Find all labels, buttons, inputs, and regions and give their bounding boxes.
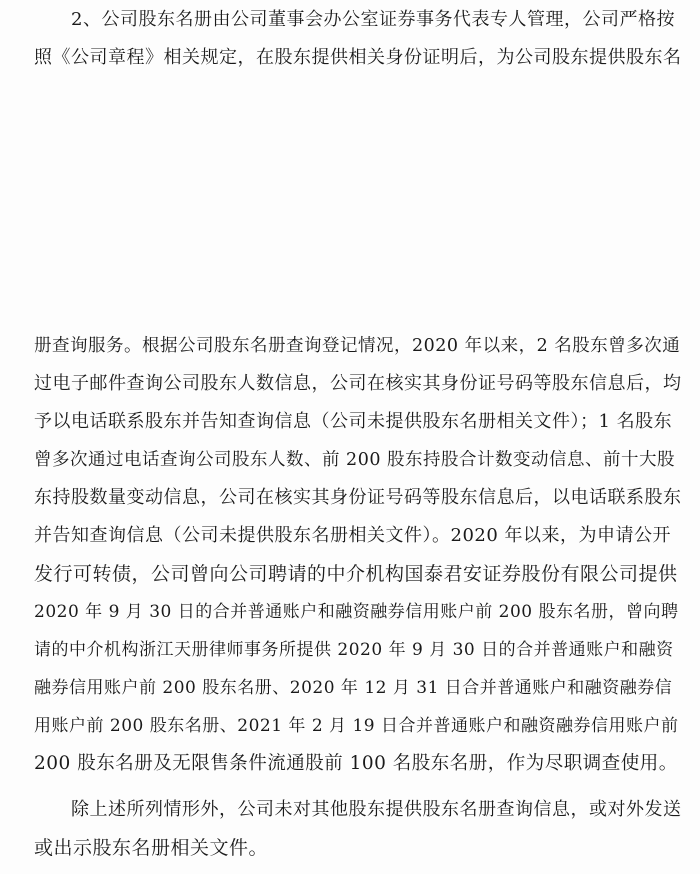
paragraph-3-line-1: 除上述所列情形外，公司未对其他股东提供股东名册查询信息，或对外发送 (71, 799, 682, 820)
paragraph-2-line-11: 用账户前 200 股东名册、2021 年 2 月 19 日合并普通账户和融资融券信用账户前 (34, 716, 679, 736)
paragraph-2-line-5: 东持股数量变动信息，公司在核实其身份证号码等股东信息后，以电话联系股东 (34, 487, 682, 508)
paragraph-2-line-4: 曾多次通过电话查询公司股东人数、前 200 股东持股合计数变动信息、前十大股 (34, 450, 676, 470)
paragraph-2-line-3: 予以电话联系股东并告知查询信息（公司未提供股东名册相关文件）；1 名股东 (34, 411, 673, 432)
paragraph-2-line-6: 并告知查询信息（公司未提供股东名册相关文件）。2020 年以来，为申请公开 (34, 525, 672, 546)
paragraph-2-line-12: 200 股东名册及无限售条件流通股前 100 名股东名册，作为尽职调查使用。 (34, 753, 678, 774)
paragraph-1-line-1: 2、公司股东名册由公司董事会办公室证券事务代表专人管理，公司严格按 (71, 9, 675, 30)
paragraph-2-line-9: 请的中介机构浙江天册律师事务所提供 2020 年 9 月 30 日的合并普通账户和融资 (34, 640, 674, 660)
paragraph-2-line-1: 册查询服务。根据公司股东名册查询登记情况，2020 年以来，2 名股东曾多次通 (34, 336, 681, 356)
paragraph-2-line-7: 发行可转债，公司曾向公司聘请的中介机构国泰君安证券股份有限公司提供 (34, 563, 678, 585)
paragraph-1-line-2: 照《公司章程》相关规定，在股东提供相关身份证明后，为公司股东提供股东名 (34, 47, 682, 68)
paragraph-2-line-8: 2020 年 9 月 30 日的合并普通账户和融资融券信用账户前 200 股东名册，曾向聘 (34, 602, 679, 622)
paragraph-2-line-10: 融券信用账户前 200 股东名册、2020 年 12 月 31 日合并普通账户和融资融券信 (34, 678, 673, 698)
paragraph-2-line-2: 过电子邮件查询公司股东人数信息，公司在核实其身份证号码等股东信息后，均 (34, 373, 682, 394)
paragraph-3-line-2: 或出示股东名册相关文件。 (34, 837, 269, 859)
